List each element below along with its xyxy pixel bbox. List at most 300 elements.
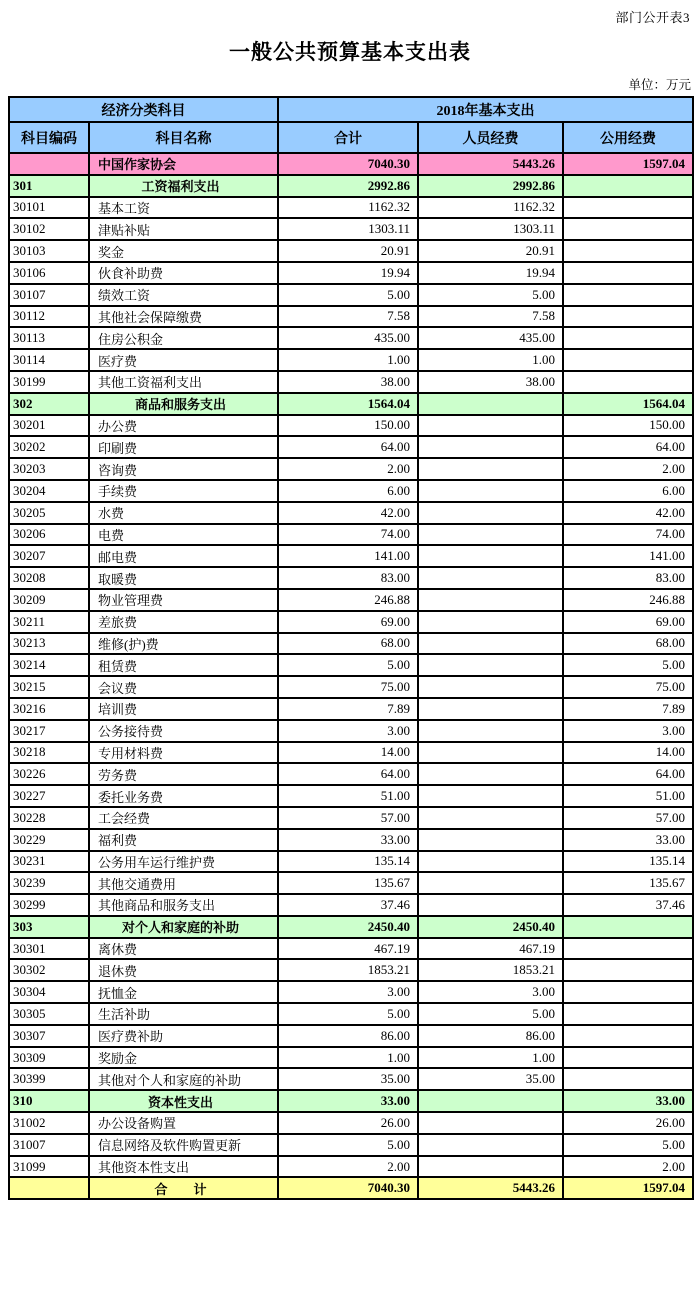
cell-subject-code: 30202 (9, 436, 89, 458)
cell-personnel-expense (418, 545, 563, 567)
cell-personnel-expense: 3.00 (418, 981, 563, 1003)
col-header-subject-code: 科目编码 (9, 122, 89, 153)
table-row-30202 (9, 436, 693, 458)
cell-total: 26.00 (278, 1112, 418, 1134)
cell-subject-code: 30209 (9, 589, 89, 611)
cell-public-expense (563, 916, 693, 938)
cell-public-expense: 42.00 (563, 502, 693, 524)
cell-subject-name: 公务用车运行维护费 (89, 851, 278, 873)
col-header-public-expense: 公用经费 (563, 122, 693, 153)
cell-subject-code: 30218 (9, 742, 89, 764)
cell-public-expense: 33.00 (563, 829, 693, 851)
cell-public-expense: 246.88 (563, 589, 693, 611)
cell-subject-code: 30228 (9, 807, 89, 829)
table-row-30304 (9, 981, 693, 1003)
table-row-30239 (9, 872, 693, 894)
table-row-30228 (9, 807, 693, 829)
cell-subject-code: 30203 (9, 458, 89, 480)
cell-public-expense (563, 959, 693, 981)
cell-subject-code: 30199 (9, 371, 89, 393)
cell-personnel-expense: 435.00 (418, 327, 563, 349)
cell-subject-code: 30302 (9, 959, 89, 981)
cell-subject-code: 310 (9, 1090, 89, 1112)
header-2018-basic-expenditure: 2018年基本支出 (278, 97, 693, 122)
cell-subject-code: 30229 (9, 829, 89, 851)
cell-personnel-expense (418, 633, 563, 655)
table-row-30214 (9, 654, 693, 676)
cell-public-expense (563, 240, 693, 262)
cell-total: 7.89 (278, 698, 418, 720)
cell-public-expense: 74.00 (563, 524, 693, 546)
cell-public-expense: 135.14 (563, 851, 693, 873)
cell-total: 135.14 (278, 851, 418, 873)
cell-subject-name: 咨询费 (89, 458, 278, 480)
cell-public-expense (563, 218, 693, 240)
cell-subject-code: 30309 (9, 1047, 89, 1069)
cell-subject-name: 差旅费 (89, 611, 278, 633)
cell-subject-code: 31099 (9, 1156, 89, 1178)
cell-total: 5.00 (278, 1134, 418, 1156)
cell-personnel-expense: 5.00 (418, 284, 563, 306)
cell-personnel-expense: 5443.26 (418, 1177, 563, 1199)
table-row-30102 (9, 218, 693, 240)
header-column-row (9, 122, 693, 153)
table-row-302 (9, 393, 693, 415)
cell-subject-name: 取暖费 (89, 567, 278, 589)
cell-total: 246.88 (278, 589, 418, 611)
table-row-30106 (9, 262, 693, 284)
cell-public-expense (563, 175, 693, 197)
table-row-30399 (9, 1068, 693, 1090)
cell-total: 1853.21 (278, 959, 418, 981)
cell-personnel-expense: 1162.32 (418, 197, 563, 219)
table-row-31099 (9, 1156, 693, 1178)
cell-total: 74.00 (278, 524, 418, 546)
corner-label: 部门公开表3 (615, 10, 690, 25)
cell-public-expense: 7.89 (563, 698, 693, 720)
table-row-31007 (9, 1134, 693, 1156)
cell-total: 2992.86 (278, 175, 418, 197)
cell-subject-code: 30216 (9, 698, 89, 720)
cell-personnel-expense (418, 480, 563, 502)
cell-subject-name: 生活补助 (89, 1003, 278, 1025)
cell-public-expense: 75.00 (563, 676, 693, 698)
cell-total: 1162.32 (278, 197, 418, 219)
table-row-total (9, 1177, 693, 1199)
cell-personnel-expense (418, 1090, 563, 1112)
cell-public-expense: 51.00 (563, 785, 693, 807)
cell-personnel-expense (418, 829, 563, 851)
cell-total: 35.00 (278, 1068, 418, 1090)
cell-personnel-expense: 1303.11 (418, 218, 563, 240)
cell-subject-name: 退休费 (89, 959, 278, 981)
cell-subject-name: 医疗费补助 (89, 1025, 278, 1047)
cell-public-expense: 83.00 (563, 567, 693, 589)
cell-subject-name: 手续费 (89, 480, 278, 502)
cell-subject-code: 301 (9, 175, 89, 197)
cell-total: 51.00 (278, 785, 418, 807)
cell-public-expense (563, 938, 693, 960)
cell-personnel-expense (418, 894, 563, 916)
cell-subject-code: 30299 (9, 894, 89, 916)
cell-subject-code: 30112 (9, 306, 89, 328)
cell-public-expense (563, 1025, 693, 1047)
cell-total: 1303.11 (278, 218, 418, 240)
cell-subject-code (9, 153, 89, 175)
cell-public-expense: 135.67 (563, 872, 693, 894)
cell-personnel-expense (418, 1134, 563, 1156)
cell-subject-code: 30226 (9, 763, 89, 785)
cell-total: 64.00 (278, 763, 418, 785)
cell-subject-name: 公务接待费 (89, 720, 278, 742)
cell-subject-code: 30217 (9, 720, 89, 742)
cell-public-expense: 1597.04 (563, 1177, 693, 1199)
cell-subject-name: 会议费 (89, 676, 278, 698)
cell-public-expense: 5.00 (563, 654, 693, 676)
table-row-30107 (9, 284, 693, 306)
cell-personnel-expense (418, 393, 563, 415)
cell-public-expense: 1597.04 (563, 153, 693, 175)
table-row-30216 (9, 698, 693, 720)
table-row-30207 (9, 545, 693, 567)
cell-subject-code: 30113 (9, 327, 89, 349)
cell-total: 141.00 (278, 545, 418, 567)
table-row-301 (9, 175, 693, 197)
table-row-30309 (9, 1047, 693, 1069)
header-group-row (9, 97, 693, 122)
cell-public-expense (563, 1003, 693, 1025)
cell-subject-code: 30107 (9, 284, 89, 306)
cell-total: 2.00 (278, 458, 418, 480)
cell-public-expense (563, 981, 693, 1003)
cell-subject-name: 工资福利支出 (89, 175, 278, 197)
cell-personnel-expense: 5443.26 (418, 153, 563, 175)
cell-public-expense: 64.00 (563, 763, 693, 785)
table-body (9, 153, 693, 1199)
cell-total: 7.58 (278, 306, 418, 328)
cell-personnel-expense: 38.00 (418, 371, 563, 393)
table-row-30206 (9, 524, 693, 546)
cell-subject-code: 30231 (9, 851, 89, 873)
cell-personnel-expense: 7.58 (418, 306, 563, 328)
cell-subject-name: 福利费 (89, 829, 278, 851)
table-row-30213 (9, 633, 693, 655)
table-row-30218 (9, 742, 693, 764)
cell-total: 6.00 (278, 480, 418, 502)
cell-subject-name: 维修(护)费 (89, 633, 278, 655)
cell-total: 68.00 (278, 633, 418, 655)
cell-subject-name: 医疗费 (89, 349, 278, 371)
page-title: 一般公共预算基本支出表 (229, 41, 471, 64)
cell-subject-code: 30106 (9, 262, 89, 284)
cell-personnel-expense (418, 698, 563, 720)
cell-personnel-expense (418, 524, 563, 546)
cell-public-expense: 37.46 (563, 894, 693, 916)
cell-total: 83.00 (278, 567, 418, 589)
cell-subject-name: 工会经费 (89, 807, 278, 829)
cell-public-expense: 33.00 (563, 1090, 693, 1112)
cell-public-expense: 64.00 (563, 436, 693, 458)
table-row-30112 (9, 306, 693, 328)
budget-table (8, 96, 694, 1200)
cell-subject-name: 其他对个人和家庭的补助 (89, 1068, 278, 1090)
cell-subject-code: 30205 (9, 502, 89, 524)
cell-personnel-expense (418, 589, 563, 611)
cell-personnel-expense: 1853.21 (418, 959, 563, 981)
cell-total: 3.00 (278, 720, 418, 742)
cell-subject-name: 合 计 (89, 1177, 278, 1199)
cell-total: 38.00 (278, 371, 418, 393)
cell-subject-code: 30103 (9, 240, 89, 262)
cell-subject-name: 信息网络及软件购置更新 (89, 1134, 278, 1156)
cell-total: 42.00 (278, 502, 418, 524)
cell-total: 20.91 (278, 240, 418, 262)
table-row-30227 (9, 785, 693, 807)
cell-total: 33.00 (278, 829, 418, 851)
cell-public-expense: 57.00 (563, 807, 693, 829)
cell-personnel-expense (418, 1112, 563, 1134)
cell-subject-code: 31002 (9, 1112, 89, 1134)
cell-personnel-expense (418, 742, 563, 764)
table-row-310 (9, 1090, 693, 1112)
cell-total: 7040.30 (278, 153, 418, 175)
cell-personnel-expense (418, 654, 563, 676)
cell-subject-name: 其他交通费用 (89, 872, 278, 894)
cell-personnel-expense (418, 676, 563, 698)
cell-total: 1.00 (278, 349, 418, 371)
cell-personnel-expense (418, 851, 563, 873)
cell-total: 5.00 (278, 1003, 418, 1025)
cell-subject-code: 30305 (9, 1003, 89, 1025)
cell-personnel-expense (418, 458, 563, 480)
cell-personnel-expense (418, 415, 563, 437)
cell-personnel-expense: 19.94 (418, 262, 563, 284)
table-row-30204 (9, 480, 693, 502)
cell-subject-name: 其他社会保障缴费 (89, 306, 278, 328)
table-row-30229 (9, 829, 693, 851)
table-row-303 (9, 916, 693, 938)
cell-personnel-expense (418, 611, 563, 633)
cell-subject-code: 303 (9, 916, 89, 938)
cell-total: 7040.30 (278, 1177, 418, 1199)
cell-personnel-expense (418, 785, 563, 807)
table-row-org (9, 153, 693, 175)
cell-subject-code: 30208 (9, 567, 89, 589)
cell-subject-name: 其他工资福利支出 (89, 371, 278, 393)
cell-public-expense: 2.00 (563, 458, 693, 480)
cell-total: 5.00 (278, 654, 418, 676)
table-row-30302 (9, 959, 693, 981)
cell-public-expense: 6.00 (563, 480, 693, 502)
cell-total: 5.00 (278, 284, 418, 306)
cell-subject-code: 30213 (9, 633, 89, 655)
table-row-30199 (9, 371, 693, 393)
cell-total: 435.00 (278, 327, 418, 349)
cell-total: 64.00 (278, 436, 418, 458)
cell-subject-code: 302 (9, 393, 89, 415)
cell-personnel-expense: 5.00 (418, 1003, 563, 1025)
cell-subject-code: 31007 (9, 1134, 89, 1156)
table-row-30211 (9, 611, 693, 633)
cell-total: 3.00 (278, 981, 418, 1003)
col-header-total: 合计 (278, 122, 418, 153)
cell-subject-name: 其他商品和服务支出 (89, 894, 278, 916)
col-header-subject-name: 科目名称 (89, 122, 278, 153)
cell-personnel-expense (418, 872, 563, 894)
cell-personnel-expense: 2992.86 (418, 175, 563, 197)
cell-subject-code: 30204 (9, 480, 89, 502)
table-row-30203 (9, 458, 693, 480)
cell-personnel-expense: 86.00 (418, 1025, 563, 1047)
cell-total: 150.00 (278, 415, 418, 437)
cell-subject-code: 30307 (9, 1025, 89, 1047)
cell-public-expense: 68.00 (563, 633, 693, 655)
cell-public-expense: 2.00 (563, 1156, 693, 1178)
cell-subject-name: 奖金 (89, 240, 278, 262)
cell-total: 75.00 (278, 676, 418, 698)
cell-public-expense (563, 306, 693, 328)
cell-total: 467.19 (278, 938, 418, 960)
cell-total: 19.94 (278, 262, 418, 284)
table-row-30299 (9, 894, 693, 916)
table-row-31002 (9, 1112, 693, 1134)
header-economic-classification: 经济分类科目 (9, 97, 278, 122)
table-row-30307 (9, 1025, 693, 1047)
cell-personnel-expense (418, 1156, 563, 1178)
cell-subject-code: 30227 (9, 785, 89, 807)
cell-public-expense: 14.00 (563, 742, 693, 764)
cell-subject-name: 专用材料费 (89, 742, 278, 764)
cell-public-expense: 5.00 (563, 1134, 693, 1156)
cell-subject-code: 30239 (9, 872, 89, 894)
cell-public-expense: 69.00 (563, 611, 693, 633)
cell-personnel-expense (418, 436, 563, 458)
cell-personnel-expense: 2450.40 (418, 916, 563, 938)
cell-subject-name: 劳务费 (89, 763, 278, 785)
cell-subject-code: 30101 (9, 197, 89, 219)
cell-public-expense (563, 284, 693, 306)
cell-total: 1564.04 (278, 393, 418, 415)
table-row-30201 (9, 415, 693, 437)
cell-subject-name: 抚恤金 (89, 981, 278, 1003)
table-row-30301 (9, 938, 693, 960)
table-row-30305 (9, 1003, 693, 1025)
cell-subject-code: 30207 (9, 545, 89, 567)
cell-public-expense (563, 327, 693, 349)
cell-subject-code: 30102 (9, 218, 89, 240)
cell-public-expense: 150.00 (563, 415, 693, 437)
cell-total: 33.00 (278, 1090, 418, 1112)
cell-subject-name: 住房公积金 (89, 327, 278, 349)
cell-public-expense (563, 1047, 693, 1069)
cell-subject-name: 物业管理费 (89, 589, 278, 611)
table-row-30205 (9, 502, 693, 524)
cell-subject-name: 培训费 (89, 698, 278, 720)
cell-subject-name: 委托业务费 (89, 785, 278, 807)
cell-public-expense (563, 1068, 693, 1090)
cell-subject-name: 其他资本性支出 (89, 1156, 278, 1178)
cell-total: 135.67 (278, 872, 418, 894)
cell-subject-name: 奖励金 (89, 1047, 278, 1069)
table-row-30215 (9, 676, 693, 698)
col-header-personnel-expense: 人员经费 (418, 122, 563, 153)
cell-subject-code: 30301 (9, 938, 89, 960)
cell-total: 37.46 (278, 894, 418, 916)
table-row-30209 (9, 589, 693, 611)
cell-public-expense (563, 349, 693, 371)
cell-personnel-expense (418, 720, 563, 742)
cell-subject-name: 办公费 (89, 415, 278, 437)
cell-subject-name: 印刷费 (89, 436, 278, 458)
cell-subject-name: 伙食补助费 (89, 262, 278, 284)
cell-subject-code: 30399 (9, 1068, 89, 1090)
cell-total: 14.00 (278, 742, 418, 764)
cell-subject-code (9, 1177, 89, 1199)
cell-subject-code: 30206 (9, 524, 89, 546)
cell-subject-code: 30215 (9, 676, 89, 698)
cell-personnel-expense: 20.91 (418, 240, 563, 262)
cell-public-expense (563, 371, 693, 393)
cell-subject-name: 绩效工资 (89, 284, 278, 306)
cell-subject-code: 30201 (9, 415, 89, 437)
table-header (9, 97, 693, 153)
cell-public-expense: 141.00 (563, 545, 693, 567)
cell-public-expense: 1564.04 (563, 393, 693, 415)
cell-personnel-expense: 35.00 (418, 1068, 563, 1090)
cell-personnel-expense: 1.00 (418, 1047, 563, 1069)
cell-total: 1.00 (278, 1047, 418, 1069)
cell-personnel-expense: 1.00 (418, 349, 563, 371)
cell-subject-name: 办公设备购置 (89, 1112, 278, 1134)
cell-subject-name: 离休费 (89, 938, 278, 960)
cell-subject-code: 30304 (9, 981, 89, 1003)
cell-subject-name: 商品和服务支出 (89, 393, 278, 415)
cell-personnel-expense: 467.19 (418, 938, 563, 960)
cell-subject-code: 30211 (9, 611, 89, 633)
cell-subject-name: 电费 (89, 524, 278, 546)
cell-subject-name: 资本性支出 (89, 1090, 278, 1112)
cell-total: 2.00 (278, 1156, 418, 1178)
table-row-30113 (9, 327, 693, 349)
cell-personnel-expense (418, 763, 563, 785)
unit-label: 单位：万元 (628, 78, 691, 92)
cell-public-expense (563, 262, 693, 284)
cell-personnel-expense (418, 807, 563, 829)
cell-total: 57.00 (278, 807, 418, 829)
cell-subject-name: 邮电费 (89, 545, 278, 567)
table-row-30103 (9, 240, 693, 262)
table-row-30208 (9, 567, 693, 589)
cell-public-expense: 3.00 (563, 720, 693, 742)
cell-subject-name: 租赁费 (89, 654, 278, 676)
cell-public-expense: 26.00 (563, 1112, 693, 1134)
table-row-30101 (9, 197, 693, 219)
table-row-30114 (9, 349, 693, 371)
table-row-30231 (9, 851, 693, 873)
cell-public-expense (563, 197, 693, 219)
cell-subject-name: 津贴补贴 (89, 218, 278, 240)
cell-total: 2450.40 (278, 916, 418, 938)
cell-subject-name: 水费 (89, 502, 278, 524)
cell-subject-name: 对个人和家庭的补助 (89, 916, 278, 938)
cell-subject-code: 30214 (9, 654, 89, 676)
cell-personnel-expense (418, 502, 563, 524)
cell-total: 86.00 (278, 1025, 418, 1047)
table-row-30217 (9, 720, 693, 742)
cell-total: 69.00 (278, 611, 418, 633)
cell-subject-code: 30114 (9, 349, 89, 371)
cell-subject-name: 基本工资 (89, 197, 278, 219)
